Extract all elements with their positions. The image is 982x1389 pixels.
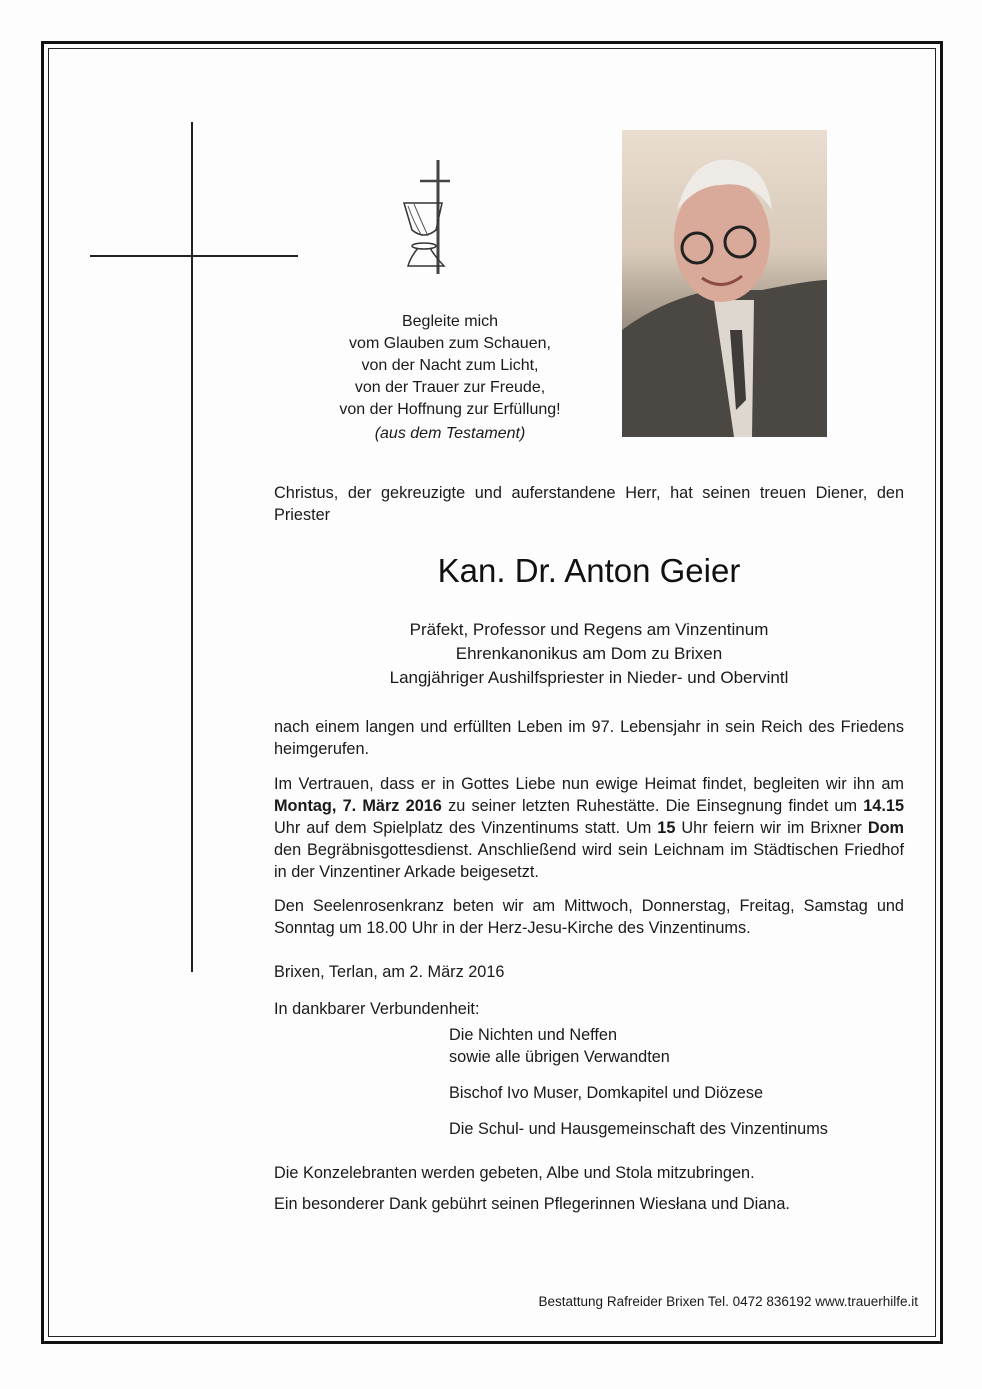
- quote-line: von der Hoffnung zur Erfüllung!: [339, 401, 561, 418]
- chalice-cross-icon: [400, 158, 450, 278]
- mourner-line: Die Schul- und Hausgemeinschaft des Vinzentinums: [449, 1120, 828, 1138]
- note-concelebrants: Die Konzelebranten werden gebeten, Albe und Stola mitzubringen.: [274, 1164, 755, 1182]
- portrait-illustration: [622, 130, 827, 437]
- paragraph-funeral: Im Vertrauen, dass er in Gottes Liebe nun ewige Heimat findet, begleiten wir ihn am Montag, 7. März 2016 zu seiner letzten Ruhestätte. Die Einsegnung findet um 14.15 Uhr auf dem Spielplatz des Vinzentinums statt. Um 15 Uhr feiern wir im Brixner Dom den Begräbnisgottesdienst. Anschließend wird sein Leichnam im Städtischen Friedhof in der Vinzentiner Arkade beigesetzt.: [274, 775, 905, 881]
- mourner-line: Bischof Ivo Muser, Domkapitel und Diözese: [449, 1084, 764, 1102]
- title-line: Ehrenkanonikus am Dom zu Brixen: [455, 644, 723, 663]
- mourner-group: [449, 1024, 670, 1068]
- paragraph-rosary: Den Seelenrosenkranz beten wir am Mittwoch, Donnerstag, Freitag, Samstag und Sonntag um 18.00 Uhr in der Herz-Jesu-Kirche des Vinzentinums.: [274, 897, 904, 937]
- mourner-line: sowie alle übrigen Verwandten: [449, 1048, 670, 1066]
- quote: [300, 311, 600, 445]
- footer-funeral-home: Bestattung Rafreider Brixen Tel. 0472 836192 www.trauerhilfe.it: [538, 1294, 918, 1309]
- title-line: Langjähriger Aushilfspriester in Nieder- und Obervintl: [389, 668, 789, 687]
- deceased-name: Kan. Dr. Anton Geier: [437, 552, 741, 589]
- cross-vertical-line: [191, 122, 193, 972]
- paragraph-death: nach einem langen und erfüllten Leben im 97. Lebensjahr in sein Reich des Friedens heimgerufen.: [274, 718, 904, 758]
- quote-line: vom Glauben zum Schauen,: [349, 335, 551, 352]
- titles: [274, 618, 904, 690]
- note-thanks: Ein besonderer Dank gebührt seinen Pflegerinnen Wiesłana und Diana.: [274, 1195, 790, 1213]
- intro-text: Christus, der gekreuzigte und auferstandene Herr, hat seinen treuen Diener, den Priester: [274, 484, 904, 524]
- title-line: Präfekt, Professor und Regens am Vinzentinum: [409, 620, 769, 639]
- cross-horizontal-line: [90, 255, 298, 257]
- quote-line: Begleite mich: [401, 313, 499, 330]
- mourner-line: Die Nichten und Neffen: [449, 1026, 618, 1044]
- place-date: Brixen, Terlan, am 2. März 2016: [274, 963, 505, 981]
- portrait-photo: [622, 130, 827, 437]
- quote-source: (aus dem Testament): [374, 425, 526, 442]
- quote-line: von der Nacht zum Licht,: [361, 357, 539, 374]
- gratitude-line: In dankbarer Verbundenheit:: [274, 1000, 480, 1018]
- quote-line: von der Trauer zur Freude,: [354, 379, 546, 396]
